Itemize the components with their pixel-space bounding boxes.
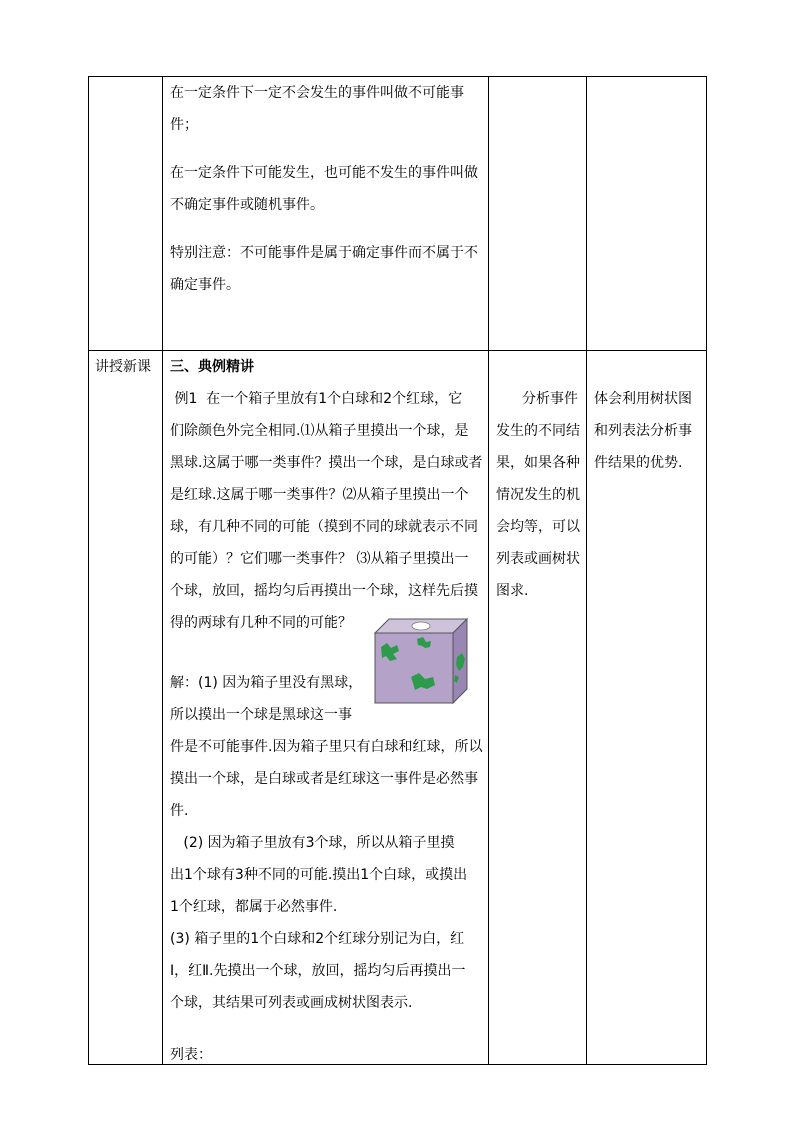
text-line: 件； — [170, 117, 198, 133]
col-line-4 — [586, 76, 587, 1065]
student-activity-line: 情况发生的机 — [496, 487, 580, 503]
design-intent-line: 件结果的优势. — [594, 455, 683, 471]
student-activity-line: 会均等，可以 — [496, 519, 580, 535]
text-line: 个球，其结果可列表或画成树状图表示. — [170, 995, 413, 1011]
text-line: 的可能）？它们哪一类事件？ ⑶从箱子里摸出一 — [170, 551, 469, 567]
student-activity-line: 图求. — [496, 583, 529, 599]
text-line: 确定事件。 — [170, 277, 240, 293]
text-line: 球，有几种不同的可能（摸到不同的球就表示不同 — [170, 519, 478, 535]
text-line: 件. — [170, 803, 189, 819]
box-cube-illustration — [373, 617, 469, 705]
col-line-3 — [488, 76, 489, 1065]
text-line: 所以摸出一个球是黑球这一事 — [170, 707, 352, 723]
text-line: 出1个球有3种不同的可能.摸出1个白球，或摸出 — [170, 867, 468, 883]
student-activity-line: 分析事件 — [522, 391, 578, 407]
text-line: 摸出一个球，是白球或者是红球这一事件是必然事 — [170, 771, 478, 787]
text-line: 在一定条件下一定不会发生的事件叫做不可能事 — [170, 85, 464, 101]
text-line: 们除颜色外完全相同.⑴从箱子里摸出一个球，是 — [170, 423, 469, 439]
col-line-5 — [706, 76, 707, 1065]
text-line: 不确定事件或随机事件。 — [170, 197, 324, 213]
text-line: 件是不可能事件.因为箱子里只有白球和红球，所以 — [170, 739, 483, 755]
text-line: (3) 箱子里的1个白球和2个红球分别记为白，红 — [170, 931, 465, 947]
text-line: 列表： — [170, 1047, 212, 1063]
stage-label: 讲授新课 — [95, 359, 151, 375]
text-line: 特别注意：不可能事件是属于确定事件而不属于不 — [170, 245, 478, 261]
text-line: 是红球.这属于哪一类事件？⑵从箱子里摸出一个 — [170, 487, 469, 503]
student-activity-line: 发生的不同结 — [496, 423, 580, 439]
text-line: (2) 因为箱子里放有3个球，所以从箱子里摸 — [170, 835, 455, 851]
text-line: 黑球.这属于哪一类事件？摸出一个球，是白球或者 — [170, 455, 483, 471]
student-activity-line: 果，如果各种 — [496, 455, 580, 471]
design-intent-line: 和列表法分析事 — [594, 423, 692, 439]
student-activity-line: 列表或画树状 — [496, 551, 580, 567]
row-divider — [88, 350, 706, 351]
table-top-border — [88, 76, 706, 77]
text-line: 例1 在一个箱子里放有1个白球和2个红球，它 — [170, 391, 463, 407]
text-line: 1个红球，都属于必然事件. — [170, 899, 338, 915]
text-line: 在一定条件下可能发生，也可能不发生的事件叫做 — [170, 165, 478, 181]
col-line-1 — [88, 76, 89, 1065]
design-intent-line: 体会利用树状图 — [594, 391, 692, 407]
text-line: Ⅰ，红Ⅱ.先摸出一个球，放回，摇均匀后再摸出一 — [170, 963, 466, 979]
section-heading: 三、典例精讲 — [170, 359, 254, 375]
col-line-2 — [162, 76, 163, 1065]
text-line: 解：(1) 因为箱子里没有黑球， — [170, 675, 363, 691]
text-line: 得的两球有几种不同的可能？ — [170, 615, 352, 631]
text-line: 个球，放回，摇均匀后再摸出一个球，这样先后摸 — [170, 583, 478, 599]
